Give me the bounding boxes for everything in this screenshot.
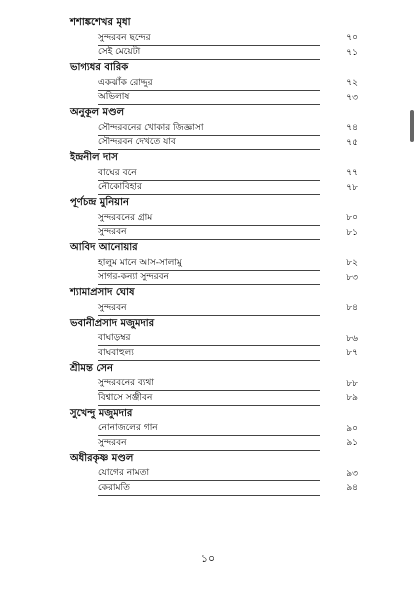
toc-entry [70,436,370,451]
vertical-scrollbar[interactable] [408,0,416,612]
author-section [70,316,370,361]
entry-title: বাঘাড়ম্বর [98,331,320,346]
entry-title: সাগর-কন্যা সুন্দরবন [98,270,320,285]
author-section [70,406,370,451]
entry-page-number: ৭২ [346,78,358,89]
toc-entry [70,481,370,496]
author-section [70,15,370,60]
entry-page-number: ৭৫ [346,137,358,148]
author-name: ভবানীপ্রসাদ মজুমদার [70,317,155,329]
toc-entry [70,91,370,106]
toc-entry [70,332,370,347]
entry-page-number: ৮৩ [346,272,358,283]
toc-entry [70,377,370,392]
entry-page-number: ৭০ [346,33,358,44]
entry-page-number: ৯১ [346,438,358,449]
entry-page-number: ৭৩ [346,92,358,103]
entry-page-number: ৭৭ [346,168,358,179]
entry-title: সৌন্দরবন দেখতে যাব [98,135,320,150]
toc-entry [70,346,370,361]
toc-entry [70,271,370,286]
author-section [70,240,370,285]
entry-title: সুন্দরবন [98,436,320,451]
author-section [70,361,370,406]
entry-page-number: ৮০ [346,213,358,224]
author-section [70,60,370,105]
author-name: শ্যামাপ্রসাদ ঘোষ [70,287,135,298]
toc-entry [70,46,370,61]
entry-title: বাঘবাহুল্য [98,346,320,361]
toc-entry [70,301,370,316]
toc-entry [70,121,370,136]
author-name: ইন্দ্রনীল দাস [70,152,118,163]
entry-page-number: ৮৬ [346,333,358,344]
toc-entry [70,226,370,241]
author-name: অনুকূল মণ্ডল [70,107,125,118]
toc-entry [70,391,370,406]
entry-title: হালুম মানে আস-সালামু [98,256,320,271]
entry-title: সুন্দরবন [98,301,320,316]
author-name: ভাগ্যধর বারিক [70,62,129,73]
author-section [70,195,370,240]
author-name: শ্রীমন্ত সেন [70,362,113,374]
author-name: আবিদ আনোয়ার [70,242,138,253]
author-section [70,150,370,195]
entry-title: বাঘের বনে [98,166,320,181]
entry-title: নৌকোবিহার [98,180,320,195]
entry-page-number: ৮৯ [346,393,358,404]
toc-entry [70,422,370,437]
entry-title: সুন্দরবন [98,225,320,240]
toc-entry [70,467,370,482]
entry-title: অভিলাষ [98,90,320,105]
entry-title: সুন্দরবনের ব্যথা [98,376,320,391]
entry-title: কেরামতি [98,481,320,496]
toc-entry [70,181,370,196]
entry-page-number: ৭৪ [346,123,358,134]
entry-title: যোগের নামতা [98,466,320,481]
toc-entry [70,256,370,271]
entry-title: বিশ্বাসে সঞ্জীবন [98,391,320,406]
entry-page-number: ৮৭ [346,348,358,359]
entry-title: একঝাঁক রোদ্দুর [98,76,320,91]
entry-page-number: ৭১ [346,47,358,58]
author-name: অধীরকৃষ্ণ মণ্ডল [70,452,134,464]
entry-page-number: ৮৮ [346,378,358,389]
author-section [70,451,370,496]
entry-title: সেই মেয়েটা [98,45,320,60]
table-of-contents [70,15,370,496]
entry-title: সুন্দরবনের গ্রাম [98,211,320,226]
author-section [70,285,370,316]
entry-page-number: ৮৪ [346,303,358,314]
toc-entry [70,76,370,91]
entry-title: সৌন্দরবনের খোকার জিজ্ঞাসা [98,121,320,136]
entry-page-number: ৮২ [346,258,358,269]
toc-entry [70,31,370,46]
entry-page-number: ৯০ [346,423,358,434]
entry-page-number: ৮১ [346,227,358,238]
page-number: ১০ [200,552,216,565]
entry-title: নোনাজলের গান [98,421,320,436]
author-name: শশাঙ্কশেখর মৃধা [70,17,131,28]
entry-page-number: ৭৮ [346,182,358,193]
author-section [70,105,370,150]
entry-title: সুন্দরবন ছন্দের [98,31,320,46]
entry-page-number: ৯৩ [346,468,358,479]
toc-entry [70,211,370,226]
author-name: সুখেন্দু মজুমদার [70,407,133,419]
toc-entry [70,136,370,151]
entry-page-number: ৯৪ [346,483,358,494]
toc-entry [70,166,370,181]
scrollbar-thumb[interactable] [410,110,414,142]
author-name: পূর্ণচন্দ্র মুনিয়ান [70,197,129,208]
